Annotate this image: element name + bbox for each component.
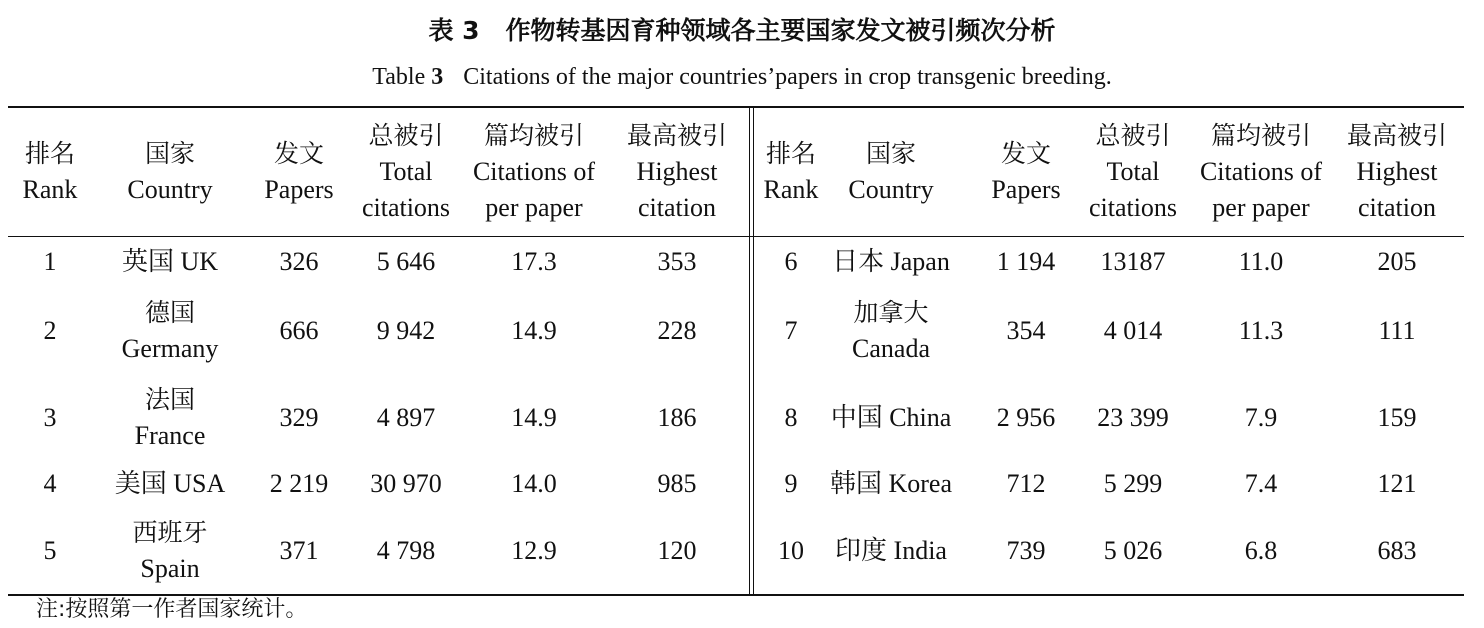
header-label-cn: 总被引 xyxy=(368,121,444,150)
cell-total-citations: 4 798 xyxy=(376,536,436,565)
country-name-line: 日本 Japan xyxy=(832,247,950,276)
cell-highest-citation: 121 xyxy=(1377,469,1417,498)
cell-country xyxy=(821,238,961,286)
header-label-en: Papers xyxy=(991,175,1061,204)
cell-country xyxy=(95,376,245,460)
cell-highest-citation: 186 xyxy=(657,403,697,432)
cell-citations-per-paper: 12.9 xyxy=(511,536,557,565)
cell-citations-per-paper: 17.3 xyxy=(511,247,557,276)
cell-country xyxy=(95,238,245,286)
header-rule xyxy=(8,236,1464,237)
citations-table xyxy=(8,106,1464,596)
header-label-cn: 最高被引 xyxy=(1346,121,1447,150)
table-note: 注:按照第一作者国家统计。 xyxy=(36,597,308,622)
cell-highest-citation: 985 xyxy=(657,469,697,498)
right-header-total-citations xyxy=(1078,108,1188,236)
header-label-en: Citations of xyxy=(472,157,596,186)
header-label-en: Country xyxy=(848,175,934,204)
table-left-half xyxy=(8,108,748,594)
header-label-en: Total xyxy=(1106,157,1160,186)
cell-citations-per-paper: 11.3 xyxy=(1238,316,1284,345)
header-label-en: citation xyxy=(638,193,716,222)
caption-en-number: 3 xyxy=(431,64,444,90)
cell-country xyxy=(95,460,245,508)
cell-country xyxy=(821,460,961,508)
cell-papers: 354 xyxy=(1006,316,1046,345)
cell-country xyxy=(95,286,245,376)
country-name-line: Canada xyxy=(852,334,930,363)
cell-rank: 5 xyxy=(43,536,57,565)
cell-rank: 1 xyxy=(43,247,57,276)
cell-total-citations: 9 942 xyxy=(376,316,436,345)
cell-papers: 326 xyxy=(279,247,319,276)
cell-highest-citation: 159 xyxy=(1377,403,1417,432)
right-header-papers xyxy=(981,108,1071,236)
caption-chinese xyxy=(0,14,1484,48)
left-header-papers xyxy=(254,108,344,236)
cell-citations-per-paper: 11.0 xyxy=(1238,247,1284,276)
right-header-country xyxy=(821,108,961,236)
cell-total-citations: 23 399 xyxy=(1097,403,1169,432)
header-label-cn: 发文 xyxy=(1000,139,1051,168)
cell-country xyxy=(95,508,245,594)
cell-rank: 6 xyxy=(784,247,798,276)
cell-highest-citation: 111 xyxy=(1378,316,1416,345)
cell-highest-citation: 683 xyxy=(1377,536,1417,565)
cell-papers: 1 194 xyxy=(996,247,1056,276)
header-label-en: Rank xyxy=(22,175,78,204)
country-name-line: 韩国 Korea xyxy=(829,469,952,498)
country-name-line: 加拿大 xyxy=(853,298,929,327)
header-label-en: Citations of xyxy=(1199,157,1323,186)
cell-papers: 2 219 xyxy=(269,469,329,498)
caption-cn-title: 作物转基因育种领域各主要国家发文被引频次分析 xyxy=(505,16,1056,45)
header-label-en: Country xyxy=(127,175,213,204)
country-name-line: 英国 UK xyxy=(121,247,219,276)
cell-total-citations: 4 897 xyxy=(376,403,436,432)
header-label-cn: 总被引 xyxy=(1095,121,1171,150)
left-header-total-citations xyxy=(351,108,461,236)
cell-highest-citation: 228 xyxy=(657,316,697,345)
cell-highest-citation: 205 xyxy=(1377,247,1417,276)
cell-citations-per-paper: 7.4 xyxy=(1244,469,1278,498)
cell-papers: 739 xyxy=(1006,536,1046,565)
country-name-line: France xyxy=(134,421,206,450)
header-label-en: per paper xyxy=(485,193,583,222)
header-label-cn: 国家 xyxy=(865,139,916,168)
cell-total-citations: 5 646 xyxy=(376,247,436,276)
caption-english xyxy=(0,60,1484,94)
header-label-cn: 篇均被引 xyxy=(1210,121,1311,150)
country-name-line: 印度 India xyxy=(835,536,947,565)
cell-papers: 666 xyxy=(279,316,319,345)
header-label-en: Highest xyxy=(1356,157,1438,186)
caption-en-title: Citations of the major countries’papers in crop transgenic breeding. xyxy=(463,64,1112,90)
caption-en-prefix: Table xyxy=(372,64,426,90)
header-label-en: citations xyxy=(361,193,451,222)
header-label-en: per paper xyxy=(1212,193,1310,222)
caption-cn-number: 表 3 xyxy=(428,16,480,45)
header-label-cn: 国家 xyxy=(144,139,195,168)
header-label-cn: 篇均被引 xyxy=(483,121,584,150)
cell-citations-per-paper: 7.9 xyxy=(1244,403,1278,432)
cell-papers: 2 956 xyxy=(996,403,1056,432)
cell-citations-per-paper: 6.8 xyxy=(1244,536,1278,565)
left-header-rank xyxy=(10,108,90,236)
cell-country xyxy=(821,508,961,594)
header-label-cn: 最高被引 xyxy=(626,121,727,150)
header-label-en: Rank xyxy=(763,175,819,204)
cell-total-citations: 4 014 xyxy=(1103,316,1163,345)
cell-citations-per-paper: 14.9 xyxy=(511,403,557,432)
cell-citations-per-paper: 14.9 xyxy=(511,316,557,345)
cell-rank: 3 xyxy=(43,403,57,432)
cell-total-citations: 13187 xyxy=(1100,247,1166,276)
right-header-rank xyxy=(756,108,826,236)
country-name-line: 美国 USA xyxy=(114,469,226,498)
header-label-en: citation xyxy=(1358,193,1436,222)
cell-papers: 329 xyxy=(279,403,319,432)
double-vertical-rule xyxy=(749,108,754,594)
left-header-citations-per-paper xyxy=(459,108,609,236)
header-label-cn: 发文 xyxy=(273,139,324,168)
cell-highest-citation: 353 xyxy=(657,247,697,276)
cell-papers: 712 xyxy=(1006,469,1046,498)
table-right-half xyxy=(756,108,1464,594)
country-name-line: 德国 xyxy=(144,298,195,327)
cell-rank: 8 xyxy=(784,403,798,432)
left-header-highest-citation xyxy=(612,108,742,236)
header-label-en: Total xyxy=(379,157,433,186)
cell-rank: 4 xyxy=(43,469,57,498)
country-name-line: 中国 China xyxy=(830,403,952,432)
cell-country xyxy=(821,376,961,460)
cell-total-citations: 5 299 xyxy=(1103,469,1163,498)
cell-rank: 7 xyxy=(784,316,798,345)
cell-rank: 9 xyxy=(784,469,798,498)
header-label-cn: 排名 xyxy=(24,139,75,168)
right-header-citations-per-paper xyxy=(1186,108,1336,236)
cell-highest-citation: 120 xyxy=(657,536,697,565)
cell-country xyxy=(821,286,961,376)
country-name-line: 西班牙 xyxy=(132,518,208,547)
cell-total-citations: 5 026 xyxy=(1103,536,1163,565)
cell-rank: 2 xyxy=(43,316,57,345)
header-label-en: Papers xyxy=(264,175,334,204)
right-header-highest-citation xyxy=(1332,108,1462,236)
left-header-country xyxy=(95,108,245,236)
cell-rank: 10 xyxy=(778,536,804,565)
header-label-cn: 排名 xyxy=(765,139,816,168)
cell-total-citations: 30 970 xyxy=(370,469,442,498)
country-name-line: Germany xyxy=(121,334,219,363)
country-name-line: 法国 xyxy=(144,385,195,414)
country-name-line: Spain xyxy=(140,554,200,583)
header-label-en: Highest xyxy=(636,157,718,186)
cell-citations-per-paper: 14.0 xyxy=(511,469,557,498)
header-label-en: citations xyxy=(1088,193,1178,222)
cell-papers: 371 xyxy=(279,536,319,565)
